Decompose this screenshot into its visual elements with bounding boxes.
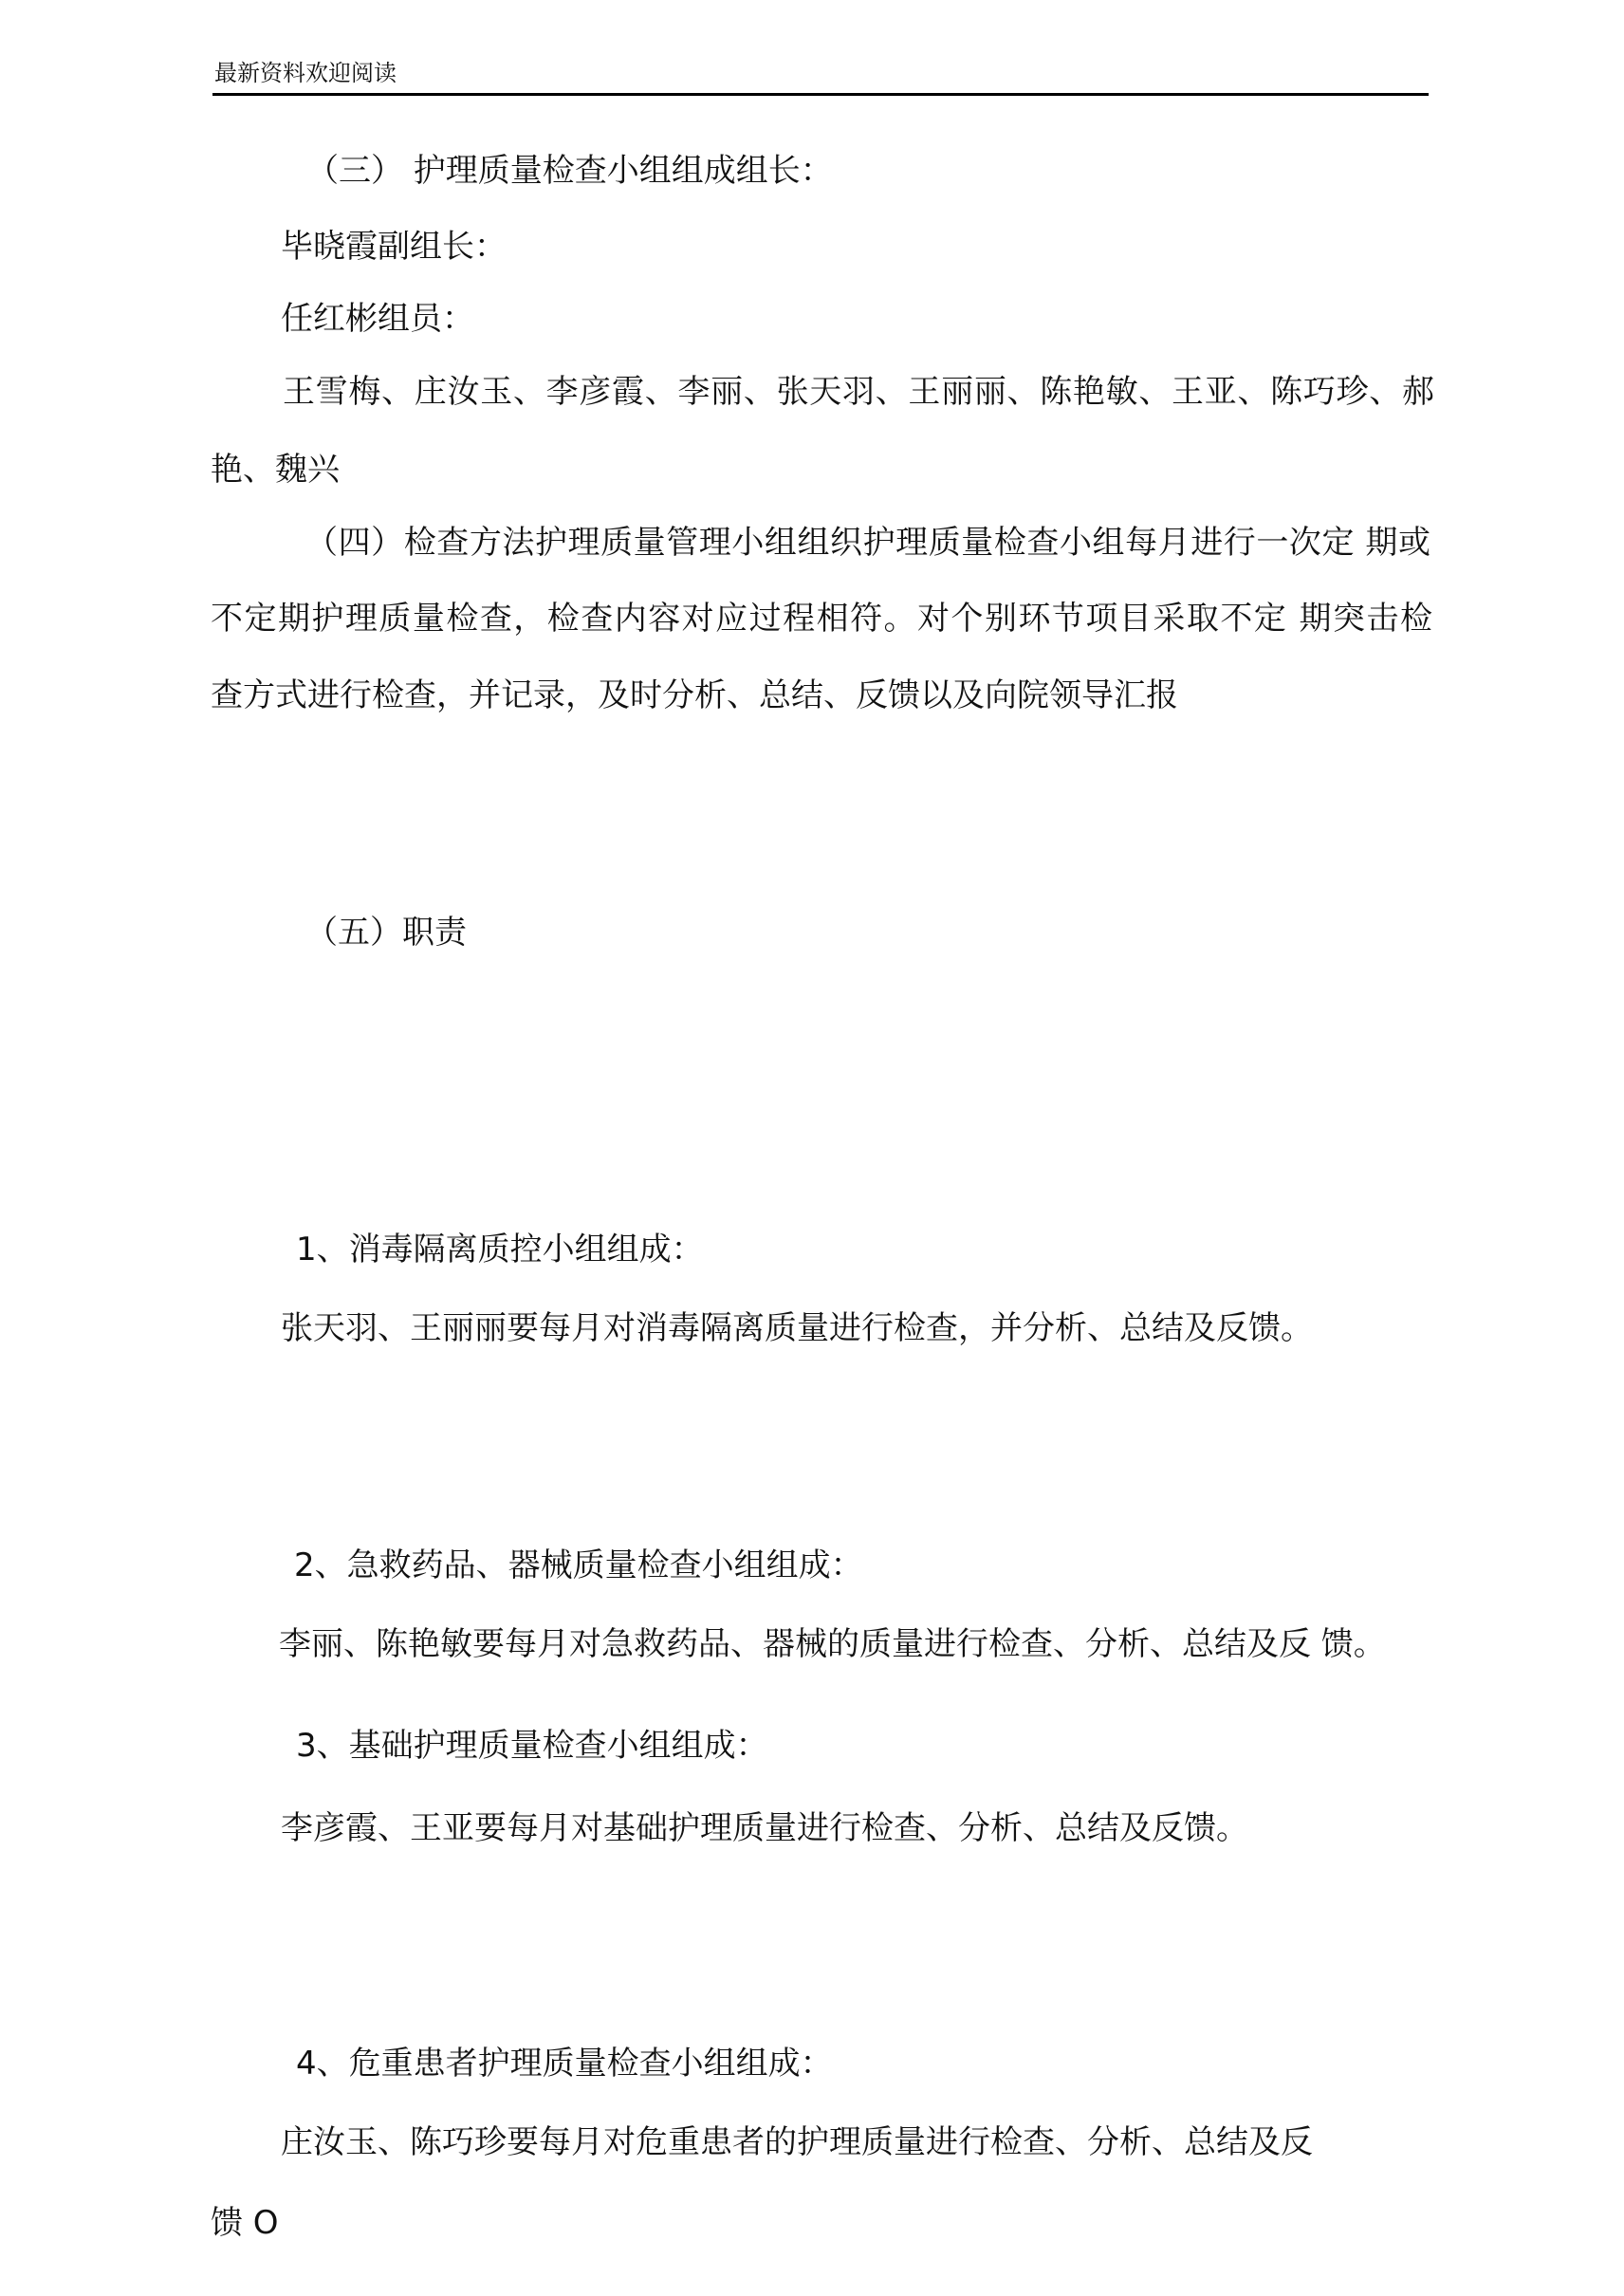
group-members-line1: 王雪梅、庄汝玉、李彦霞、李丽、张天羽、王丽丽、陈艳敏、王亚、陈巧珍、郝	[283, 373, 1434, 411]
duty-2-text: 李丽、陈艳敏要每月对急救药品、器械的质量进行检查、分析、总结及反 馈。	[279, 1625, 1386, 1663]
duty-2-title: 2、急救药品、器械质量检查小组组成：	[294, 1546, 863, 1584]
section4-line1: （四）检查方法护理质量管理小组组织护理质量检查小组每月进行一次定 期或	[305, 524, 1430, 562]
duty-4-text-line2: 馈 O	[211, 2204, 279, 2242]
duty-3-title: 3、基础护理质量检查小组组成：	[296, 1727, 768, 1765]
duty-4-title: 4、危重患者护理质量检查小组组成：	[296, 2045, 833, 2083]
group-leader: 毕晓霞副组长：	[281, 228, 507, 266]
section4-line2: 不定期护理质量检查，检查内容对应过程相符。对个别环节项目采取不定 期突击检	[211, 600, 1432, 638]
duty-1-text: 张天羽、王丽丽要每月对消毒隔离质量进行检查，并分析、总结及反馈。	[281, 1309, 1313, 1347]
page-header	[212, 59, 1429, 96]
section4-line3: 查方式进行检查，并记录，及时分析、总结、反馈以及向院领导汇报	[211, 676, 1178, 714]
section5-title: （五）职责	[305, 914, 467, 952]
duty-1-title: 1、消毒隔离质控小组组成：	[296, 1231, 704, 1268]
header-text: 最新资料欢迎阅读	[214, 60, 397, 86]
section3-title: （三） 护理质量检查小组组成组长：	[306, 152, 833, 190]
group-members-line2: 艳、魏兴	[211, 451, 340, 489]
group-deputy: 任红彬组员：	[281, 300, 474, 338]
duty-4-text-line1: 庄汝玉、陈巧珍要每月对危重患者的护理质量进行检查、分析、总结及反	[281, 2123, 1313, 2161]
duty-3-text: 李彦霞、王亚要每月对基础护理质量进行检查、分析、总结及反馈。	[281, 1809, 1248, 1847]
